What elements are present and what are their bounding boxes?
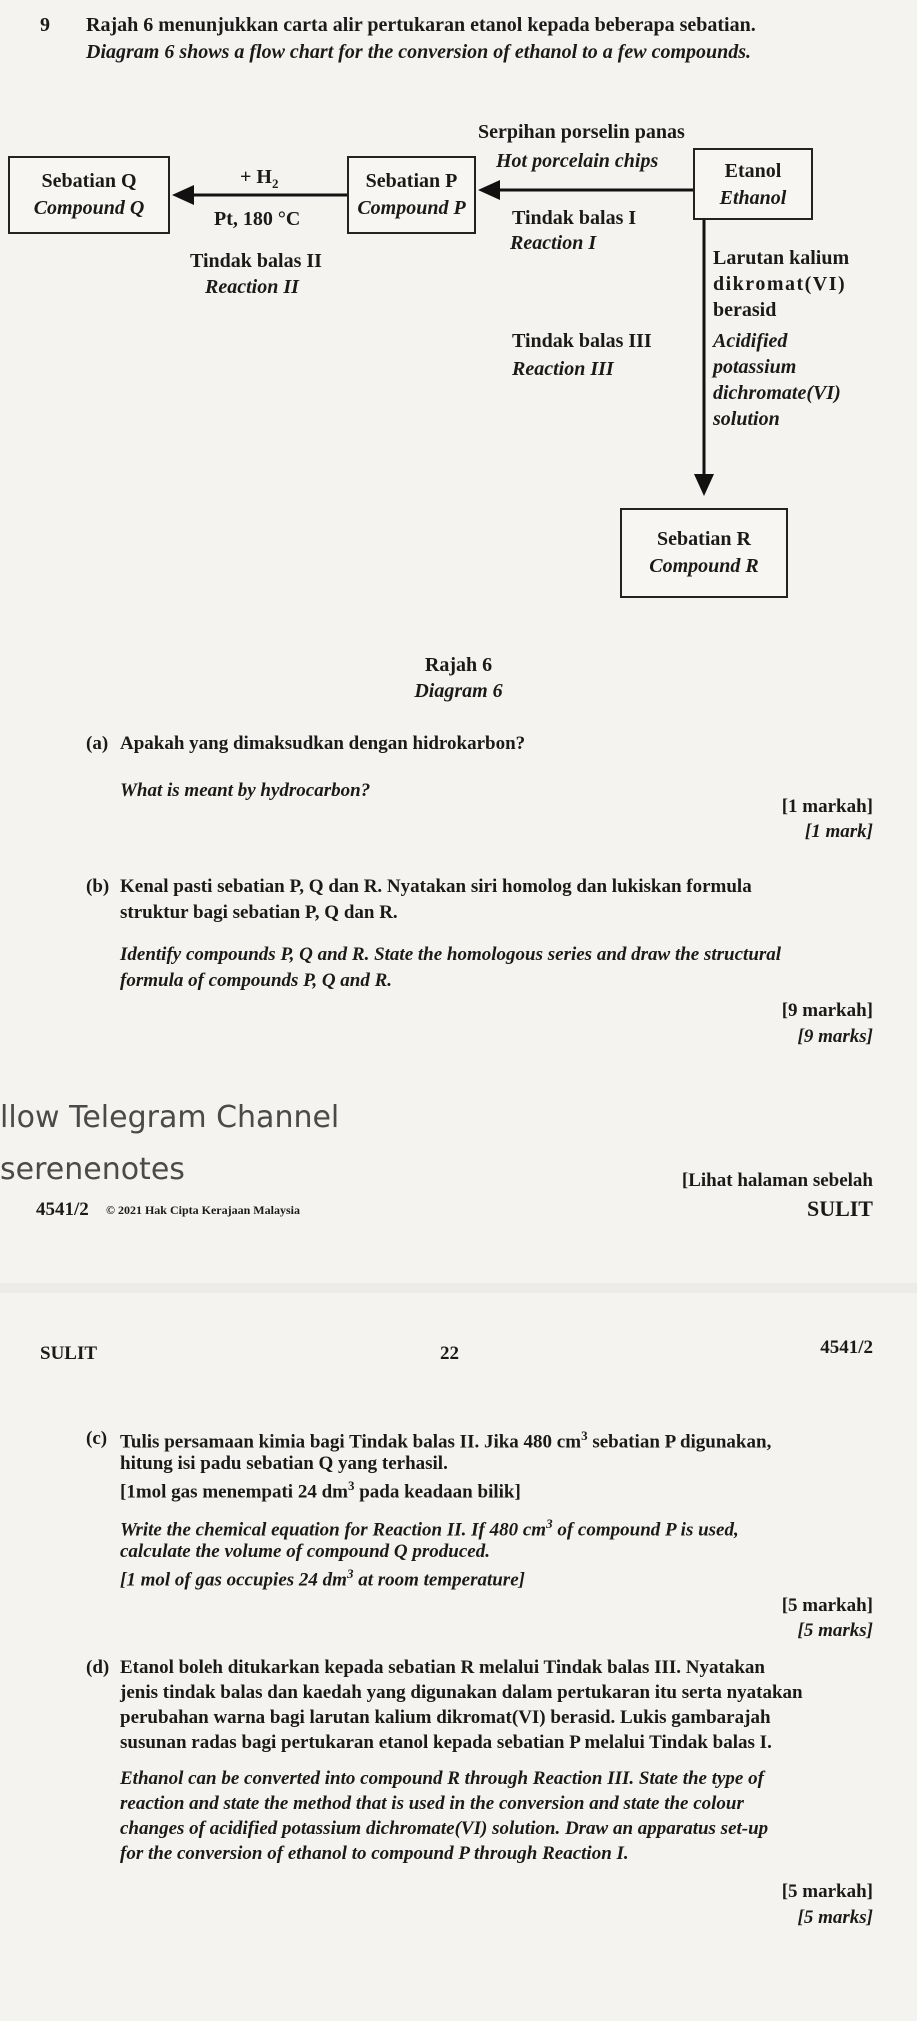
question-b-english-line-2: formula of compounds P, Q and R.: [120, 970, 393, 991]
question-a-text-malay: Apakah yang dimaksudkan dengan hidrokarbon?: [120, 733, 526, 754]
question-c-english-line-1-end: of compound P is used,: [552, 1519, 739, 1541]
reagent-english-line-3: dichromate(VI): [713, 382, 841, 404]
question-c-label: (c): [86, 1428, 108, 1449]
question-d-english-line-1: Ethanol can be converted into compound R through Reaction III. State the type of: [120, 1768, 764, 1789]
compound-p-label-malay: Sebatian P: [365, 170, 458, 192]
reagent-english-line-2: potassium: [713, 356, 797, 378]
reaction-1-condition-malay: Serpihan porselin panas: [478, 121, 685, 143]
question-a-text-english: What is meant by hydrocarbon?: [120, 780, 371, 801]
compound-r-label-malay: Sebatian R: [657, 528, 751, 550]
flow-arrows: [0, 0, 917, 620]
reaction-1-condition-english: Hot porcelain chips: [496, 150, 659, 172]
reagent-malay-line-1: Larutan kalium: [713, 247, 850, 269]
question-d-marks-malay: [5 markah]: [781, 1881, 873, 1902]
reaction-2-label-english: Reaction II: [205, 276, 299, 298]
question-c-malay-line-3: [120, 1478, 521, 1503]
question-c-malay-line-3-end: pada keadaan bilik]: [354, 1481, 521, 1503]
reaction-2-reagent: [240, 166, 278, 192]
question-b-marks-english: [9 marks]: [797, 1026, 873, 1047]
question-b-marks-malay: [9 markah]: [781, 1000, 873, 1021]
reaction-2-condition: Pt, 180 °C: [214, 208, 301, 230]
ethanol-label-english: Ethanol: [719, 187, 787, 209]
question-c-malay-line-2: hitung isi padu sebatian Q yang terhasil.: [120, 1453, 448, 1474]
question-a-label: (a): [86, 733, 109, 754]
question-b-malay-line-1: Kenal pasti sebatian P, Q dan R. Nyatakan siri homolog dan lukiskan formula: [120, 876, 752, 897]
footer-paper-code: 4541/2: [36, 1199, 89, 1220]
reagent-hydrogen: + H: [240, 166, 272, 188]
question-c-english-line-1: [120, 1516, 739, 1541]
question-d-malay-line-3: perubahan warna bagi larutan kalium dikromat(VI) berasid. Lukis gambarajah: [120, 1707, 771, 1728]
reaction-2-label-malay: Tindak balas II: [190, 250, 322, 272]
question-d-english-line-2: reaction and state the method that is used in the conversion and state the colour: [120, 1793, 744, 1814]
compound-q-label-malay: Sebatian Q: [41, 170, 137, 192]
footer-sulit: SULIT: [806, 1196, 873, 1221]
question-c-malay-line-3-text: [1mol gas menempati 24 dm: [120, 1481, 348, 1503]
question-c-english-line-1-text: Write the chemical equation for Reaction II. If 480 cm: [120, 1519, 547, 1541]
question-c-malay-line-1-end: sebatian P digunakan,: [587, 1431, 772, 1453]
reagent-malay-line-2: dikromat(VI): [713, 273, 847, 295]
exam-page-22: [0, 1293, 917, 2021]
question-c-english-line-3-text: [1 mol of gas occupies 24 dm: [120, 1569, 347, 1591]
arrow-head-reaction-1: [478, 180, 500, 200]
question-number: 9: [40, 14, 50, 36]
arrow-head-reaction-2: [172, 185, 194, 205]
telegram-watermark-line-2: serenenotes: [0, 1152, 185, 1187]
question-b-label: (b): [86, 876, 110, 897]
question-d-marks-english: [5 marks]: [797, 1907, 873, 1928]
question-c-english-line-3-end: at room temperature]: [353, 1569, 525, 1591]
question-c-marks-malay: [5 markah]: [781, 1595, 873, 1616]
question-d-malay-line-2: jenis tindak balas dan kaedah yang digunakan dalam pertukaran itu serta nyatakan: [120, 1682, 803, 1703]
reagent-english-line-1: Acidified: [713, 330, 788, 352]
intro-english: Diagram 6 shows a flow chart for the conversion of ethanol to a few compounds.: [86, 41, 752, 63]
question-c-english-line-3: [120, 1566, 525, 1591]
question-d-malay-line-4: susunan radas bagi pertukaran etanol kepada sebatian P melalui Tindak balas I.: [120, 1732, 772, 1753]
footer-copyright: © 2021 Hak Cipta Kerajaan Malaysia: [106, 1203, 300, 1217]
next-page-note: [Lihat halaman sebelah: [681, 1170, 873, 1191]
reaction-1-label-malay: Tindak balas I: [512, 207, 637, 229]
question-b-english-line-1: Identify compounds P, Q and R. State the homologous series and draw the structural: [120, 944, 782, 965]
question-d-english-line-4: for the conversion of ethanol to compound P through Reaction I.: [120, 1843, 629, 1864]
arrow-head-reaction-3: [694, 474, 714, 496]
reagent-malay-line-3: berasid: [713, 299, 777, 321]
question-d-label: (d): [86, 1657, 110, 1678]
dm3-superscript-english: 3: [346, 1566, 354, 1581]
intro-malay: Rajah 6 menunjukkan carta alir pertukaran etanol kepada beberapa sebatian.: [86, 14, 756, 36]
ethanol-label-malay: Etanol: [724, 160, 782, 182]
dm3-superscript: 3: [347, 1478, 355, 1493]
telegram-watermark-line-1: llow Telegram Channel: [0, 1100, 340, 1135]
question-d-english-line-3: changes of acidified potassium dichromate(VI) solution. Draw an apparatus set-up: [120, 1818, 769, 1839]
reagent-hydrogen-subscript: 2: [271, 176, 279, 191]
page-number: 22: [440, 1343, 459, 1364]
header-paper-code: 4541/2: [820, 1337, 873, 1358]
question-a-marks-english: [1 mark]: [804, 821, 873, 842]
question-a-marks-malay: [1 markah]: [781, 796, 873, 817]
question-c-marks-english: [5 marks]: [797, 1620, 873, 1641]
reaction-3-label-malay: Tindak balas III: [512, 330, 652, 352]
compound-p-label-english: Compound P: [357, 197, 466, 219]
question-c-malay-line-1: [120, 1428, 771, 1453]
cm3-superscript-english: 3: [546, 1516, 553, 1531]
cm3-superscript: 3: [581, 1428, 588, 1443]
compound-q-label-english: Compound Q: [33, 197, 145, 219]
question-b-malay-line-2: struktur bagi sebatian P, Q dan R.: [120, 902, 398, 923]
reaction-3-label-english: Reaction III: [512, 358, 614, 380]
compound-r-label-english: Compound R: [649, 555, 759, 577]
question-c-malay-line-1-text: Tulis persamaan kimia bagi Tindak balas II. Jika 480 cm: [120, 1431, 582, 1453]
header-sulit: SULIT: [40, 1343, 98, 1364]
reagent-english-line-4: solution: [713, 408, 780, 430]
question-d-malay-line-1: Etanol boleh ditukarkan kepada sebatian R melalui Tindak balas III. Nyatakan: [120, 1657, 765, 1678]
diagram-caption-malay: Rajah 6: [424, 654, 493, 676]
question-c-english-line-2: calculate the volume of compound Q produced.: [120, 1541, 490, 1562]
diagram-caption-english: Diagram 6: [414, 680, 503, 702]
reaction-1-label-english: Reaction I: [510, 232, 597, 254]
